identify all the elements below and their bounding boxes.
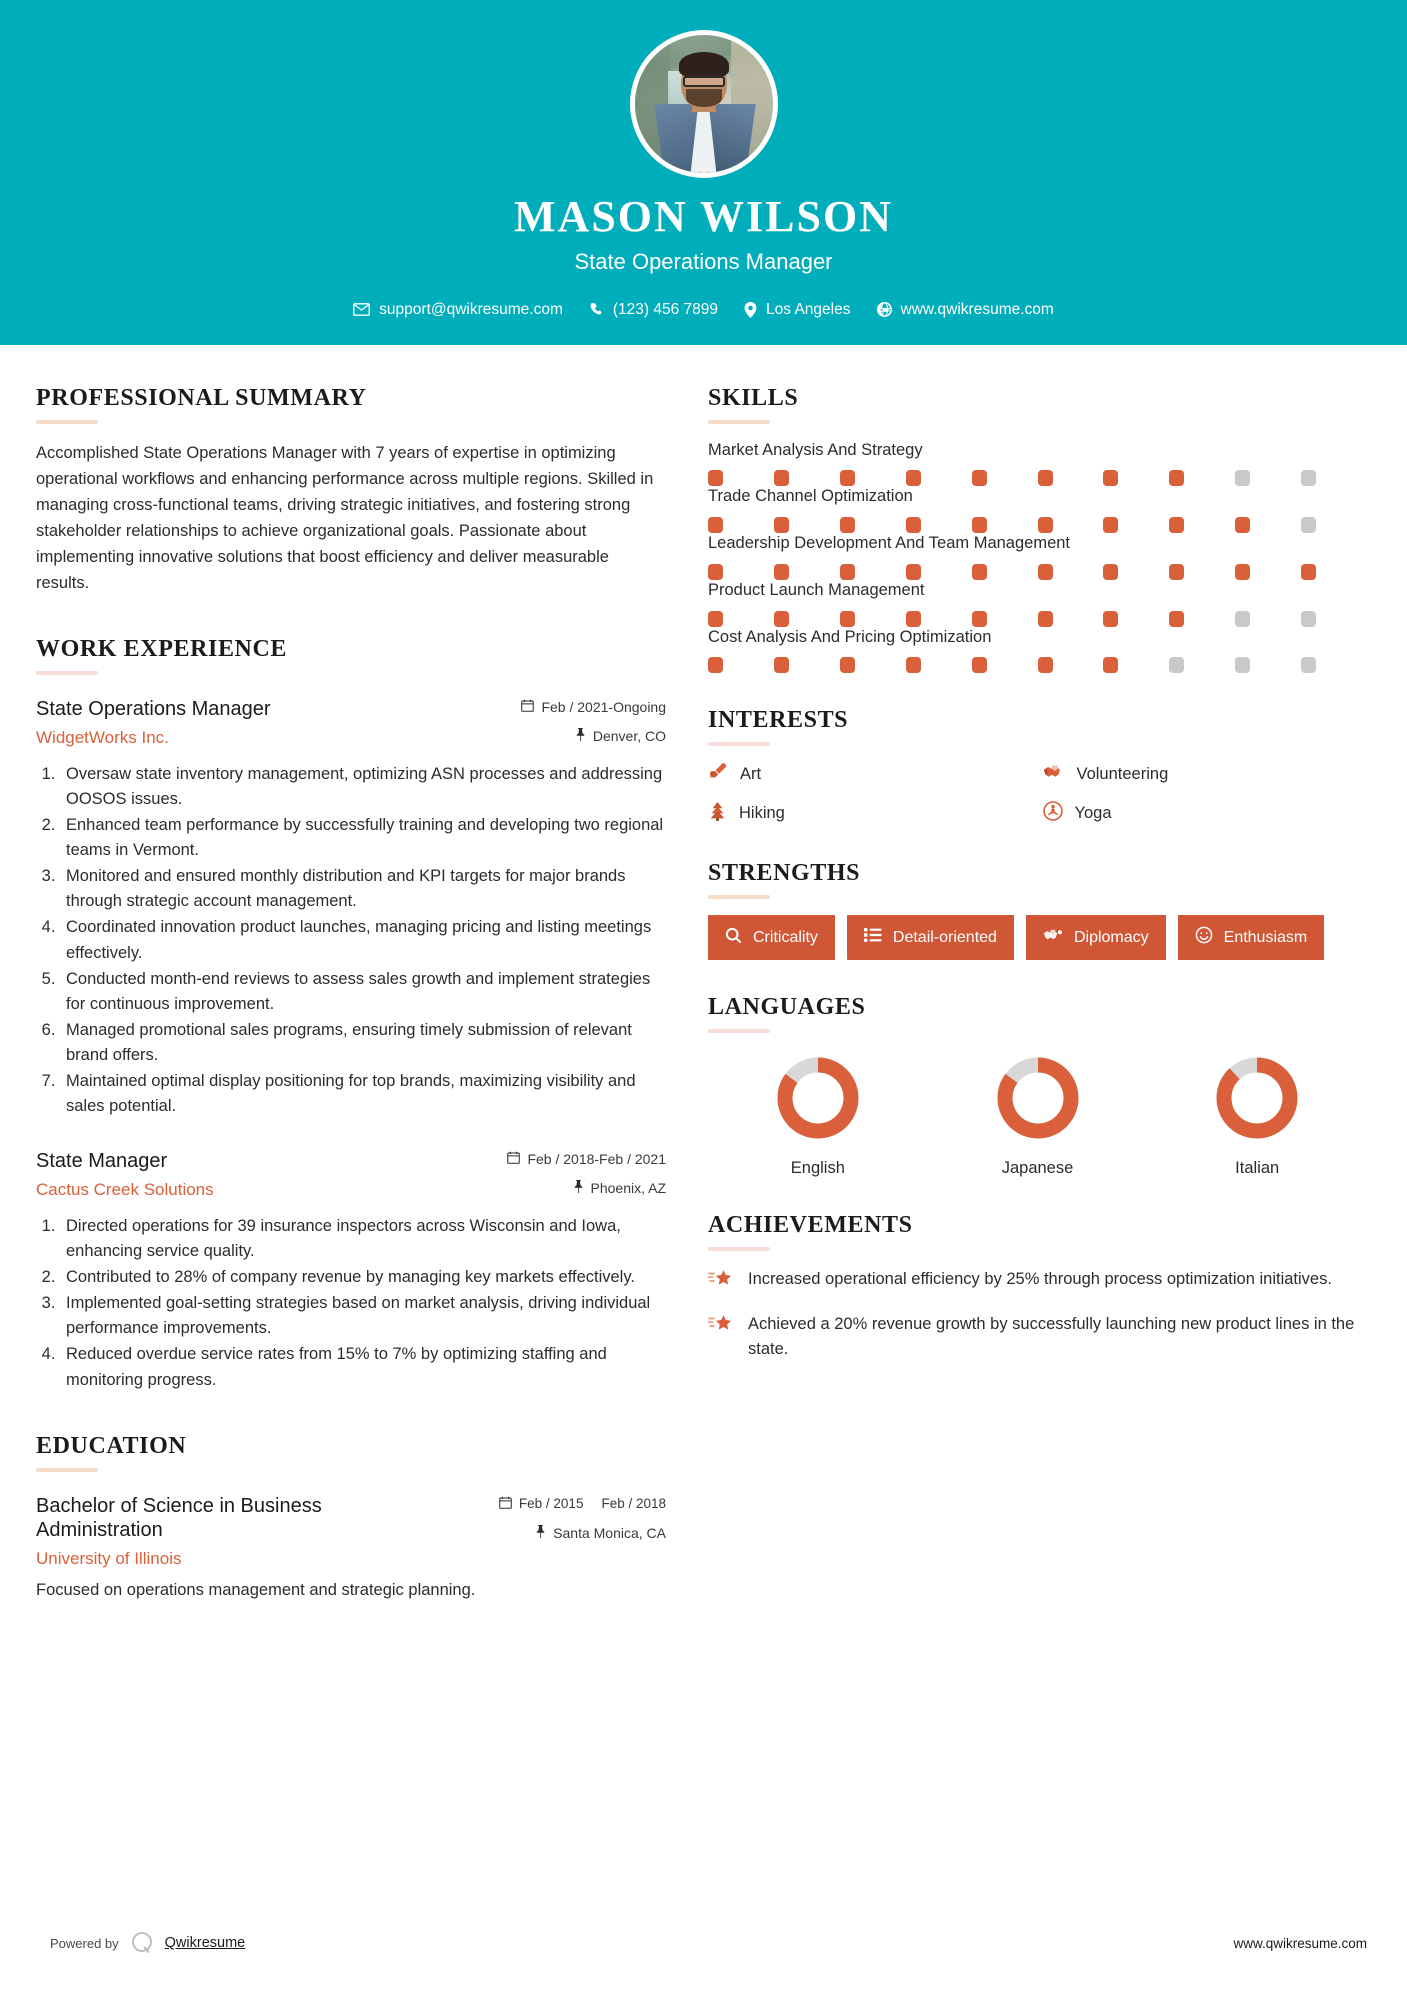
skill-dot <box>906 611 921 627</box>
strength-label: Diplomacy <box>1073 928 1149 946</box>
skill-dot <box>840 611 855 627</box>
list-item: 1. Oversaw state inventory management, optimizing ASN processes and addressing OOSOS issues. <box>60 762 666 812</box>
language-item <box>928 1051 1148 1178</box>
work-entry-title: State Manager <box>36 1150 168 1173</box>
list-item: 2. Enhanced team performance by successfully training and developing two regional teams in Vermont. <box>60 813 666 863</box>
work-entry-location-text: Denver, CO <box>592 727 666 744</box>
interest-label: Art <box>740 765 762 784</box>
magnifier-icon <box>725 927 742 949</box>
list-item: 1. Directed operations for 39 insurance inspectors across Wisconsin and Iowa, enhancing service quality. <box>60 1214 666 1264</box>
skill-rating <box>708 470 1367 486</box>
contact-row <box>0 301 1407 319</box>
skill-label: Cost Analysis And Pricing Optimization <box>708 627 992 646</box>
achievement-item <box>708 1267 1367 1296</box>
section-rule <box>36 1468 98 1472</box>
skill-dot <box>774 564 789 580</box>
skill-dot <box>972 657 987 673</box>
skill-dot <box>1103 611 1118 627</box>
education-date-start: Feb / 2015 <box>518 1495 584 1511</box>
section-heading-strengths: STRENGTHS <box>708 860 861 887</box>
handshake-icon <box>1043 927 1063 949</box>
education-entry-title: Bachelor of Science in Business Administration <box>36 1494 322 1541</box>
globe-icon <box>877 302 892 317</box>
section-heading-summary: PROFESSIONAL SUMMARY <box>36 384 367 411</box>
contact-email-text: support@qwikresume.com <box>379 300 563 318</box>
work-entry-bullets <box>60 762 666 1119</box>
list-item: 7. Maintained optimal display positioning for top brands, maximizing visibility and sales potential. <box>60 1069 666 1119</box>
skill-dot <box>1235 517 1250 533</box>
education-date-end: Feb / 2018 <box>601 1495 666 1511</box>
skill-label: Trade Channel Optimization <box>708 487 913 506</box>
pushpin-icon <box>535 1525 546 1541</box>
resume-body <box>0 345 1407 1600</box>
section-heading-education: EDUCATION <box>36 1432 187 1459</box>
achievement-text: Increased operational efficiency by 25% through process optimization initiatives. <box>748 1270 1332 1289</box>
contact-website[interactable] <box>877 301 1054 319</box>
skill-dot <box>1301 517 1316 533</box>
work-entry-date <box>491 699 666 715</box>
skill-item <box>708 533 1367 580</box>
language-label: Italian <box>1235 1159 1280 1178</box>
skill-dot <box>1103 470 1118 486</box>
language-item <box>708 1051 928 1178</box>
skill-dot <box>906 657 921 673</box>
skill-dot <box>1301 657 1316 673</box>
calendar-icon <box>521 699 534 715</box>
skill-dot <box>1038 611 1053 627</box>
work-entry-date <box>491 1151 666 1167</box>
interest-item <box>708 762 1033 787</box>
skill-dot <box>1169 470 1184 486</box>
work-entry-organization: WidgetWorks Inc. <box>36 727 169 747</box>
work-entry-bullets <box>60 1214 666 1393</box>
page-footer <box>0 1930 1407 1956</box>
strength-chip-criticality[interactable] <box>708 915 835 960</box>
list-item: 2. Contributed to 28% of company revenue by managing key markets effectively. <box>60 1265 666 1290</box>
page-title: MASON WILSON <box>514 192 893 241</box>
skill-dot <box>708 611 723 627</box>
skill-dot <box>708 470 723 486</box>
work-entry-location <box>491 1180 666 1196</box>
contact-phone-text: (123) 456 7899 <box>612 300 719 318</box>
section-heading-languages: LANGUAGES <box>708 994 866 1021</box>
work-entry-title: State Operations Manager <box>36 697 271 720</box>
contact-location[interactable] <box>744 301 850 319</box>
skill-dot <box>906 517 921 533</box>
skill-dot <box>972 611 987 627</box>
skill-item <box>708 627 1367 674</box>
skill-item <box>708 486 1367 533</box>
skill-dot <box>1169 517 1184 533</box>
interest-label: Volunteering <box>1076 765 1169 784</box>
education-entry-note: Focused on operations management and strategic planning. <box>36 1580 476 1599</box>
language-item <box>1147 1051 1367 1178</box>
language-label: Japanese <box>1001 1159 1074 1178</box>
section-rule <box>708 1029 770 1033</box>
section-rule <box>708 1247 770 1251</box>
section-rule <box>36 671 98 675</box>
language-donut <box>991 1051 1085 1145</box>
education-entry-location <box>491 1525 666 1541</box>
interest-item <box>1043 801 1368 826</box>
section-rule <box>36 420 98 424</box>
skill-dot <box>774 611 789 627</box>
envelope-icon <box>353 303 370 316</box>
interests-grid <box>708 762 1367 826</box>
skill-rating <box>708 611 1367 627</box>
skill-dot <box>1038 657 1053 673</box>
skill-dot <box>972 517 987 533</box>
skill-dot <box>1301 611 1316 627</box>
section-heading-skills: SKILLS <box>708 384 799 411</box>
strengths-list <box>708 915 1367 960</box>
strength-label: Criticality <box>753 928 818 946</box>
skill-dot <box>840 517 855 533</box>
education-entry <box>36 1494 666 1600</box>
languages-row <box>708 1051 1367 1178</box>
skill-rating <box>708 657 1367 673</box>
skill-dot <box>972 470 987 486</box>
list-icon <box>864 927 882 948</box>
skill-dot <box>774 470 789 486</box>
calendar-icon <box>499 1496 512 1512</box>
skill-dot <box>708 517 723 533</box>
skill-dot <box>840 564 855 580</box>
list-item: 3. Monitored and ensured monthly distribution and KPI targets for major brands through strategic account management. <box>60 864 666 914</box>
footer-brand-link[interactable]: Qwikresume <box>164 1935 246 1951</box>
interest-label: Yoga <box>1074 804 1112 823</box>
skill-dot <box>1301 470 1316 486</box>
contact-email[interactable] <box>353 301 563 319</box>
skill-dot <box>1169 611 1184 627</box>
interest-item <box>1043 762 1368 787</box>
list-item: 4. Reduced overdue service rates from 15% to 7% by optimizing staffing and monitoring progress. <box>60 1342 666 1392</box>
footer-url: www.qwikresume.com <box>1233 1935 1367 1951</box>
section-heading-achievements: ACHIEVEMENTS <box>708 1212 913 1239</box>
skill-dot <box>1235 611 1250 627</box>
skill-dot <box>1103 564 1118 580</box>
strength-chip-diplomacy[interactable] <box>1026 915 1166 960</box>
achievement-text: Achieved a 20% revenue growth by successfully launching new product lines in the state. <box>748 1315 1355 1359</box>
list-item: 6. Managed promotional sales programs, ensuring timely submission of relevant brand offers. <box>60 1018 666 1068</box>
skill-dot <box>906 564 921 580</box>
education-entry-dates <box>491 1496 666 1513</box>
skill-dot <box>774 517 789 533</box>
list-item: 3. Implemented goal-setting strategies based on market analysis, driving individual performance improvements. <box>60 1291 666 1341</box>
skill-dot <box>906 470 921 486</box>
skill-dot <box>1038 470 1053 486</box>
skill-dot <box>1235 564 1250 580</box>
shooting-star-icon <box>708 1312 734 1341</box>
skill-dot <box>1103 517 1118 533</box>
contact-website-text: www.qwikresume.com <box>900 300 1054 318</box>
skill-dot <box>708 657 723 673</box>
skill-dot <box>1235 470 1250 486</box>
skill-dot <box>972 564 987 580</box>
skill-dot <box>1169 657 1184 673</box>
calendar-icon <box>507 1151 520 1167</box>
language-label: English <box>790 1159 845 1178</box>
pushpin-icon <box>573 1180 584 1196</box>
work-entry <box>36 1149 666 1393</box>
skill-dot <box>1103 657 1118 673</box>
job-title: State Operations Manager <box>574 248 833 274</box>
section-rule <box>708 895 770 899</box>
skill-dot <box>1235 657 1250 673</box>
skill-item <box>708 580 1367 627</box>
work-entry-organization: Cactus Creek Solutions <box>36 1180 214 1200</box>
achievement-item <box>708 1312 1367 1362</box>
phone-icon <box>589 302 604 317</box>
skill-label: Market Analysis And Strategy <box>708 440 923 459</box>
skill-item <box>708 440 1367 487</box>
section-heading-interests: INTERESTS <box>708 707 849 734</box>
skill-dot <box>1038 564 1053 580</box>
contact-location-text: Los Angeles <box>766 300 851 318</box>
resume-header <box>0 0 1407 345</box>
avatar <box>630 30 778 178</box>
interest-item <box>708 801 1033 826</box>
skill-dot <box>774 657 789 673</box>
contact-phone[interactable] <box>589 301 718 319</box>
paintbrush-icon <box>708 762 728 787</box>
work-entry-location <box>491 728 666 744</box>
left-column <box>36 385 666 1600</box>
education-entry-location-text: Santa Monica, CA <box>553 1525 666 1542</box>
strength-label: Detail-oriented <box>892 928 997 946</box>
list-item: 4. Coordinated innovation product launches, managing pricing and listing meetings effectively. <box>60 915 666 965</box>
skill-dot <box>840 657 855 673</box>
skill-label: Leadership Development And Team Management <box>708 534 1071 553</box>
summary-text: Accomplished State Operations Manager with 7 years of expertise in optimizing operational workflows and enhancing performance across multiple regions. Skilled in managing cross-functional teams, driving strategic initiatives, and fostering strong stakeholder relationships to achieve organizational goals. Passionate about implementing innovative solutions that boost efficiency and deliver measurable results. <box>36 443 654 592</box>
pine-tree-icon <box>708 801 727 826</box>
skill-label: Product Launch Management <box>708 580 925 599</box>
skill-dot <box>1169 564 1184 580</box>
strength-chip-detail-oriented[interactable] <box>847 915 1014 960</box>
language-donut <box>771 1051 865 1145</box>
work-entry-date-text: Feb / 2018-Feb / 2021 <box>527 1151 666 1168</box>
shooting-star-icon <box>708 1267 734 1296</box>
footer-powered-by-label: Powered by <box>50 1935 119 1951</box>
section-rule <box>708 742 770 746</box>
language-donut <box>1210 1051 1304 1145</box>
list-item: 5. Conducted month-end reviews to assess sales growth and implement strategies for continuous improvement. <box>60 967 666 1017</box>
qwikresume-q-logo <box>129 1930 155 1956</box>
work-entry-date-text: Feb / 2021-Ongoing <box>541 698 666 715</box>
map-pin-icon <box>744 302 757 318</box>
section-rule <box>708 420 770 424</box>
yoga-circle-icon <box>1043 801 1063 826</box>
section-heading-work: WORK EXPERIENCE <box>36 635 288 662</box>
skill-dot <box>1301 564 1316 580</box>
pushpin-icon <box>575 728 586 744</box>
skill-dot <box>1038 517 1053 533</box>
education-entry-organization: University of Illinois <box>36 1548 182 1568</box>
avatar-photo <box>635 35 773 173</box>
skill-rating <box>708 517 1367 533</box>
interest-label: Hiking <box>739 804 785 823</box>
skill-rating <box>708 564 1367 580</box>
strength-chip-enthusiasm[interactable] <box>1178 915 1325 960</box>
handshake-heart-icon <box>1043 762 1065 787</box>
right-column <box>708 385 1367 1600</box>
strength-label: Enthusiasm <box>1223 928 1308 946</box>
skill-dot <box>840 470 855 486</box>
work-entry <box>36 697 666 1119</box>
skill-dot <box>708 564 723 580</box>
work-entry-location-text: Phoenix, AZ <box>590 1180 666 1197</box>
smiley-icon <box>1195 926 1213 949</box>
